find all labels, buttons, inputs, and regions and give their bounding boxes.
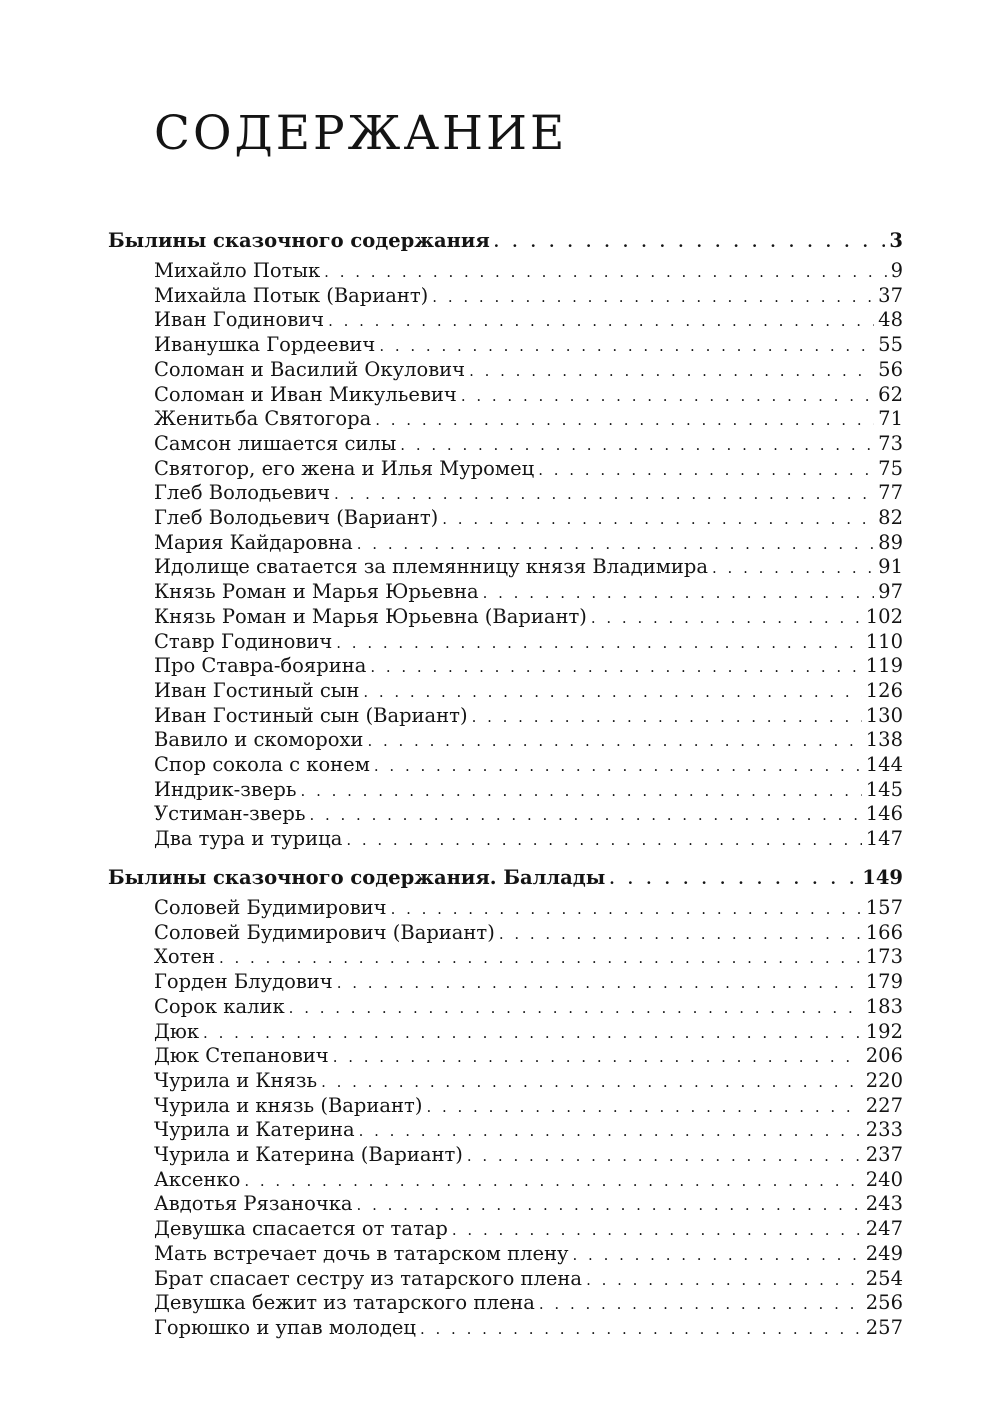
dot-leader (334, 482, 874, 506)
dot-leader (321, 1070, 862, 1094)
toc-entry[interactable] (154, 1316, 903, 1340)
toc-entry-title: Авдотья Рязаночка (154, 1192, 353, 1216)
toc-entry-title: Устиман-зверь (154, 802, 306, 826)
toc-page-number: 179 (865, 970, 903, 994)
dot-leader (359, 1119, 862, 1143)
toc-page-number: 183 (865, 994, 903, 1018)
toc-entry-title: Иван Гостиный сын (Вариант) (154, 703, 468, 727)
dot-leader (336, 631, 862, 655)
toc-page-number: 249 (865, 1241, 903, 1265)
toc-page-number: 89 (878, 530, 903, 554)
toc-entry-title: Два тура и турица (154, 827, 343, 851)
toc-page-number: 77 (878, 481, 903, 505)
toc-page-number: 73 (878, 431, 903, 455)
page-title: СОДЕРЖАНИЕ (154, 106, 568, 161)
toc-entry[interactable] (154, 1217, 903, 1241)
toc-page-number: 62 (878, 382, 903, 406)
toc-entry-title: Дюк Степанович (154, 1044, 329, 1068)
toc-page-number: 157 (865, 896, 903, 919)
toc-page-number: 206 (865, 1044, 903, 1068)
toc-entry-title: Глеб Володьевич (154, 481, 331, 505)
toc-page-number: 138 (865, 728, 903, 752)
toc-page-number: 56 (878, 357, 903, 381)
dot-leader (301, 779, 862, 803)
toc-entry-title: Михайло Потык (154, 259, 321, 282)
toc-entry-title: Хотен (154, 945, 215, 969)
dot-leader (472, 705, 862, 729)
toc-entry[interactable] (154, 1094, 903, 1118)
toc-page-number: 254 (865, 1266, 903, 1290)
toc-entry-title: Чурила и Катерина (Вариант) (154, 1143, 463, 1166)
toc-entry-title: Святогор, его жена и Илья Муромец (154, 456, 535, 480)
dot-leader (538, 458, 874, 482)
toc-page-number: 166 (865, 920, 903, 944)
toc-page-number: 82 (878, 506, 903, 529)
toc-entry[interactable] (154, 580, 903, 604)
dot-leader (357, 532, 874, 556)
toc-entry[interactable] (154, 1242, 903, 1266)
dot-leader (712, 556, 874, 580)
toc-entry[interactable] (154, 921, 903, 945)
toc-page-number: 220 (865, 1068, 903, 1092)
toc-entry-title: Иванушка Гордеевич (154, 333, 376, 357)
toc-entry-title: Горден Блудович (154, 970, 333, 994)
toc-page-number: 126 (865, 678, 903, 702)
toc-page-number: 237 (865, 1143, 903, 1166)
toc-entry[interactable] (154, 995, 903, 1019)
toc-page-number: 3 (889, 229, 903, 252)
toc-entry-title: Михайла Потык (Вариант) (154, 283, 429, 307)
toc-page-number: 145 (865, 777, 903, 801)
toc-page-number: 257 (865, 1315, 903, 1339)
dot-leader (461, 384, 874, 408)
toc-entry-title: Князь Роман и Марья Юрьевна (Вариант) (154, 604, 587, 628)
toc-page-number: 233 (865, 1118, 903, 1142)
toc-section-title: Былины сказочного содержания (108, 229, 490, 252)
toc-entry[interactable] (154, 333, 903, 357)
toc-entry-title: Глеб Володьевич (Вариант) (154, 506, 439, 529)
toc-page-number: 75 (878, 456, 903, 480)
toc-entry[interactable] (154, 284, 903, 308)
toc-entry-title: Мать встречает дочь в татарском плену (154, 1241, 569, 1265)
dot-leader (420, 1317, 862, 1341)
toc-entry[interactable] (154, 432, 903, 456)
toc-entry-title: Князь Роман и Марья Юрьевна (154, 580, 479, 604)
toc-page-number: 97 (878, 580, 903, 604)
toc-page-number: 256 (865, 1291, 903, 1315)
toc-section-title: Былины сказочного содержания. Баллады (108, 866, 606, 889)
dot-leader (432, 285, 874, 309)
toc-entry-title: Девушка спасается от татар (154, 1217, 448, 1241)
toc-entry-title: Женитьба Святогора (154, 407, 372, 431)
dot-leader (309, 803, 861, 827)
dot-leader (469, 359, 874, 383)
dot-leader (375, 408, 874, 432)
dot-leader (591, 606, 862, 630)
toc-entry-title: Иван Гостиный сын (154, 678, 360, 702)
toc-entry-title: Чурила и Князь (154, 1068, 318, 1092)
toc-page-number: 149 (862, 866, 903, 889)
dot-leader (573, 1243, 862, 1267)
toc-entry[interactable] (154, 259, 903, 283)
dot-leader (370, 655, 861, 679)
dot-leader (367, 729, 861, 753)
dot-leader (483, 581, 875, 605)
toc-section-heading[interactable] (108, 866, 903, 890)
toc-page-number: 227 (865, 1093, 903, 1117)
toc-entry[interactable] (154, 481, 903, 505)
toc-entry-title: Сорок калик (154, 994, 285, 1018)
toc-page-number: 173 (865, 945, 903, 969)
toc-entry[interactable] (154, 827, 903, 851)
toc-entry[interactable] (154, 778, 903, 802)
toc-entry-title: Идолище сватается за племянницу князя Владимира (154, 555, 708, 579)
dot-leader (442, 507, 874, 531)
toc-page-number: 243 (865, 1192, 903, 1216)
toc-entry[interactable] (154, 704, 903, 728)
toc-entry[interactable] (154, 1168, 903, 1192)
dot-leader (324, 260, 886, 284)
dot-leader (244, 1169, 861, 1193)
toc-entry[interactable] (154, 970, 903, 994)
toc-entry[interactable] (154, 728, 903, 752)
toc-entry[interactable] (154, 1143, 903, 1167)
toc-page-number: 240 (865, 1167, 903, 1191)
toc-entry-title: Чурила и князь (Вариант) (154, 1093, 423, 1117)
toc-entry[interactable] (154, 1267, 903, 1291)
toc-entry[interactable] (154, 896, 903, 920)
toc-entry-title: Соловей Будимирович (Вариант) (154, 920, 495, 944)
toc-page-number: 110 (865, 629, 903, 653)
dot-leader (499, 922, 862, 946)
dot-leader (374, 754, 862, 778)
dot-leader (586, 1268, 862, 1292)
toc-entry[interactable] (154, 1192, 903, 1216)
dot-leader (289, 996, 862, 1020)
toc-entry[interactable] (154, 753, 903, 777)
toc-entry[interactable] (154, 1291, 903, 1315)
dot-leader (391, 897, 862, 921)
toc-page-number: 192 (865, 1019, 903, 1043)
toc-entry-title: Мария Кайдаровна (154, 530, 353, 554)
toc-page-number: 37 (878, 283, 903, 307)
toc-entry-title: Девушка бежит из татарского плена (154, 1291, 535, 1315)
toc-entry[interactable] (154, 802, 903, 826)
toc-entry[interactable] (154, 1020, 903, 1044)
dot-leader (609, 867, 858, 891)
toc-entry-title: Ставр Годинович (154, 629, 333, 653)
toc-entry[interactable] (154, 457, 903, 481)
toc-entry[interactable] (154, 506, 903, 530)
dot-leader (494, 230, 886, 254)
dot-leader (333, 1045, 862, 1069)
toc-entry-title: Иван Годинович (154, 308, 325, 332)
dot-leader (400, 433, 874, 457)
toc-page-number: 247 (865, 1217, 903, 1241)
toc-entry[interactable] (154, 605, 903, 629)
toc-entry[interactable] (154, 945, 903, 969)
toc-page-number: 147 (865, 827, 903, 851)
toc-entry[interactable] (154, 1044, 903, 1068)
toc-entry-title: Чурила и Катерина (154, 1118, 355, 1142)
toc-page-number: 119 (865, 654, 903, 678)
toc-entry-title: Соломан и Василий Окулович (154, 357, 466, 381)
dot-leader (346, 828, 861, 852)
dot-leader (426, 1095, 861, 1119)
toc-entry-title: Горюшко и упав молодец (154, 1315, 416, 1339)
toc-entry[interactable] (154, 407, 903, 431)
toc-entry-title: Про Ставра-боярина (154, 654, 367, 678)
toc-page-number: 91 (878, 555, 903, 579)
toc-page-number: 71 (878, 407, 903, 431)
dot-leader (379, 334, 874, 358)
toc-page-number: 9 (890, 259, 903, 282)
toc-section-heading[interactable] (108, 229, 903, 253)
toc-page-number: 130 (865, 703, 903, 727)
toc-entry[interactable] (154, 383, 903, 407)
toc-page-number: 144 (865, 753, 903, 776)
toc-entry-title: Аксенко (154, 1167, 241, 1191)
toc-entry-title: Спор сокола с конем (154, 753, 370, 776)
toc-entry-title: Соловей Будимирович (154, 896, 387, 919)
toc-entry-title: Самсон лишается силы (154, 431, 397, 455)
dot-leader (357, 1193, 862, 1217)
toc-entry[interactable] (154, 358, 903, 382)
dot-leader (452, 1218, 862, 1242)
toc-entry-title: Вавило и скоморохи (154, 728, 364, 752)
toc-page-number: 146 (865, 802, 903, 826)
toc-entry-title: Дюк (154, 1019, 200, 1043)
toc-entry[interactable] (154, 679, 903, 703)
toc-entry[interactable] (154, 555, 903, 579)
dot-leader (363, 680, 861, 704)
toc-entry[interactable] (154, 630, 903, 654)
toc-entry-title: Индрик-зверь (154, 777, 297, 801)
dot-leader (203, 1021, 862, 1045)
toc-page-number: 55 (878, 333, 903, 357)
dot-leader (539, 1292, 862, 1316)
toc-entry[interactable] (154, 531, 903, 555)
dot-leader (328, 309, 874, 333)
toc-entry[interactable] (154, 1118, 903, 1142)
dot-leader (219, 946, 862, 970)
toc-page-number: 48 (878, 308, 903, 332)
toc-entry[interactable] (154, 654, 903, 678)
toc-entry-title: Брат спасает сестру из татарского плена (154, 1266, 583, 1290)
toc-entry[interactable] (154, 1069, 903, 1093)
dot-leader (337, 971, 862, 995)
toc-entry[interactable] (154, 308, 903, 332)
toc-page-number: 102 (865, 604, 903, 628)
toc-entry-title: Соломан и Иван Микульевич (154, 382, 457, 406)
dot-leader (467, 1144, 862, 1168)
